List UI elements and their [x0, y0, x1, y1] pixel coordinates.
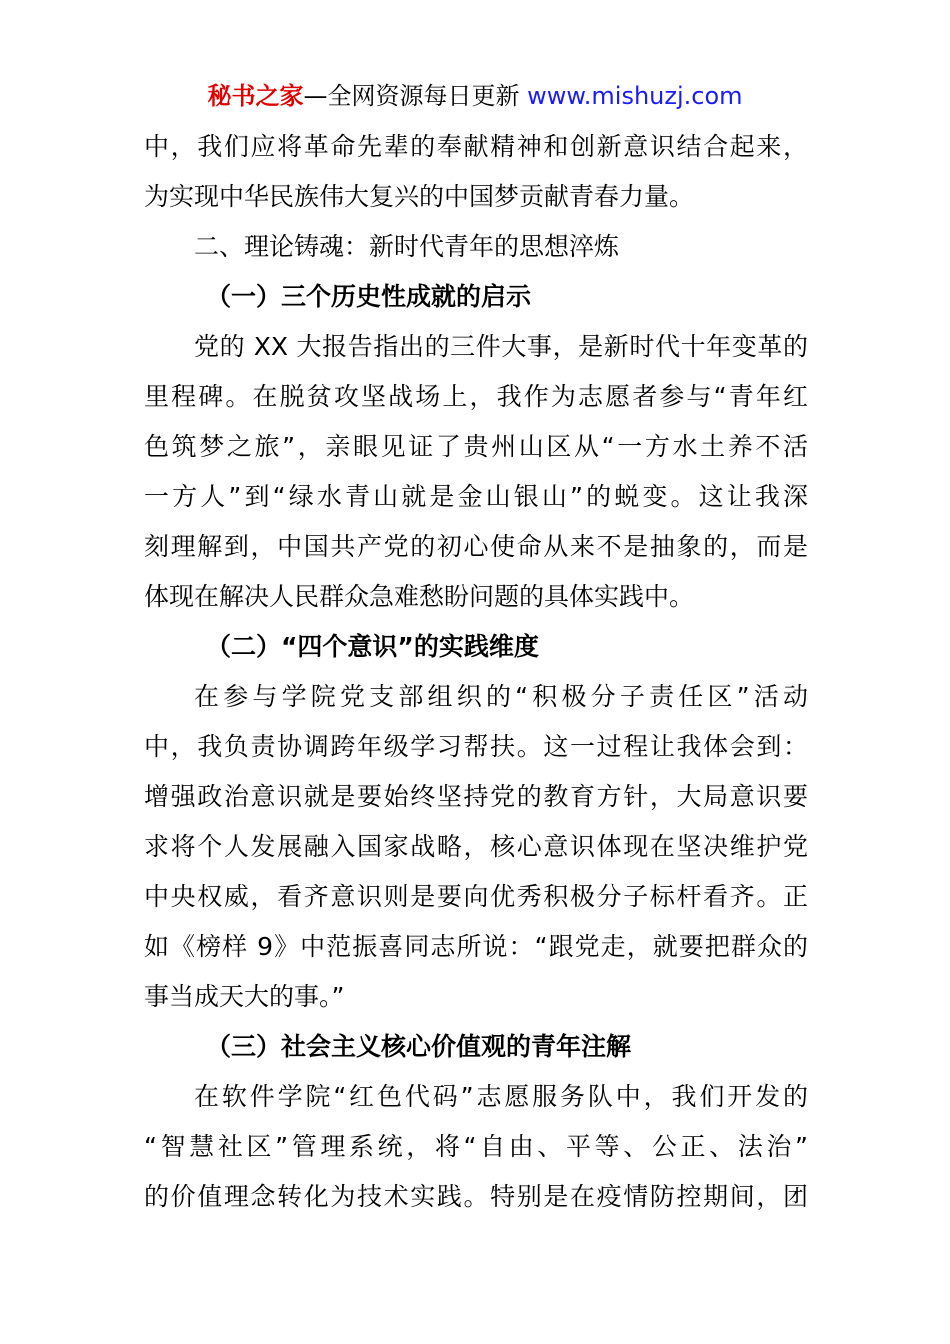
paragraph-line: 的价值理念转化为技术实践。特别是在疫情防控期间，团	[144, 1182, 808, 1211]
site-url-link[interactable]: www.mishuzj.com	[527, 82, 743, 110]
paragraph-line: 一方人”到“绿水青山就是金山银山”的蜕变。这让我深	[144, 482, 808, 511]
paragraph-line: 如《榜样 9》中范振喜同志所说：“跟党走，就要把群众的	[144, 932, 808, 961]
paragraph-line: 体现在解决人民群众急难愁盼问题的具体实践中。	[144, 582, 695, 611]
paragraph-line: 增强政治意识就是要始终坚持党的教育方针，大局意识要	[144, 782, 808, 811]
paragraph-line: 中，我负责协调跨年级学习帮扶。这一过程让我体会到：	[144, 732, 808, 761]
paragraph-line: 中，我们应将革命先辈的奉献精神和创新意识结合起来，	[144, 132, 808, 161]
document-body	[144, 122, 808, 1222]
site-header	[0, 80, 950, 112]
section-heading: 二、理论铸魂：新时代青年的思想淬炼	[194, 232, 620, 261]
paragraph-line: 求将个人发展融入国家战略，核心意识体现在坚决维护党	[144, 832, 808, 861]
subsection-heading: （三）社会主义核心价值观的青年注解	[206, 1032, 632, 1061]
paragraph-line: 在参与学院党支部组织的“积极分子责任区”活动	[194, 682, 808, 711]
paragraph-line: 中央权威，看齐意识则是要向优秀积极分子标杆看齐。正	[144, 882, 808, 911]
paragraph-line: 为实现中华民族伟大复兴的中国梦贡献青春力量。	[144, 182, 695, 211]
paragraph-line: 里程碑。在脱贫攻坚战场上，我作为志愿者参与“青年红	[144, 382, 808, 411]
header-tagline: —全网资源每日更新	[303, 82, 520, 110]
brand-name: 秘书之家	[207, 82, 304, 110]
paragraph-line: 事当成天大的事。”	[144, 982, 345, 1011]
subsection-heading: （一）三个历史性成就的启示	[206, 282, 532, 311]
paragraph-line: “智慧社区”管理系统，将“自由、平等、公正、法治”	[144, 1132, 808, 1161]
paragraph-line: 党的 XX 大报告指出的三件大事，是新时代十年变革的	[194, 332, 808, 361]
subsection-heading: （二）“四个意识”的实践维度	[206, 632, 539, 661]
paragraph-line: 在软件学院“红色代码”志愿服务队中，我们开发的	[194, 1082, 808, 1111]
paragraph-line: 刻理解到，中国共产党的初心使命从来不是抽象的，而是	[144, 532, 808, 561]
paragraph-line: 色筑梦之旅”，亲眼见证了贵州山区从“一方水土养不活	[144, 432, 808, 461]
